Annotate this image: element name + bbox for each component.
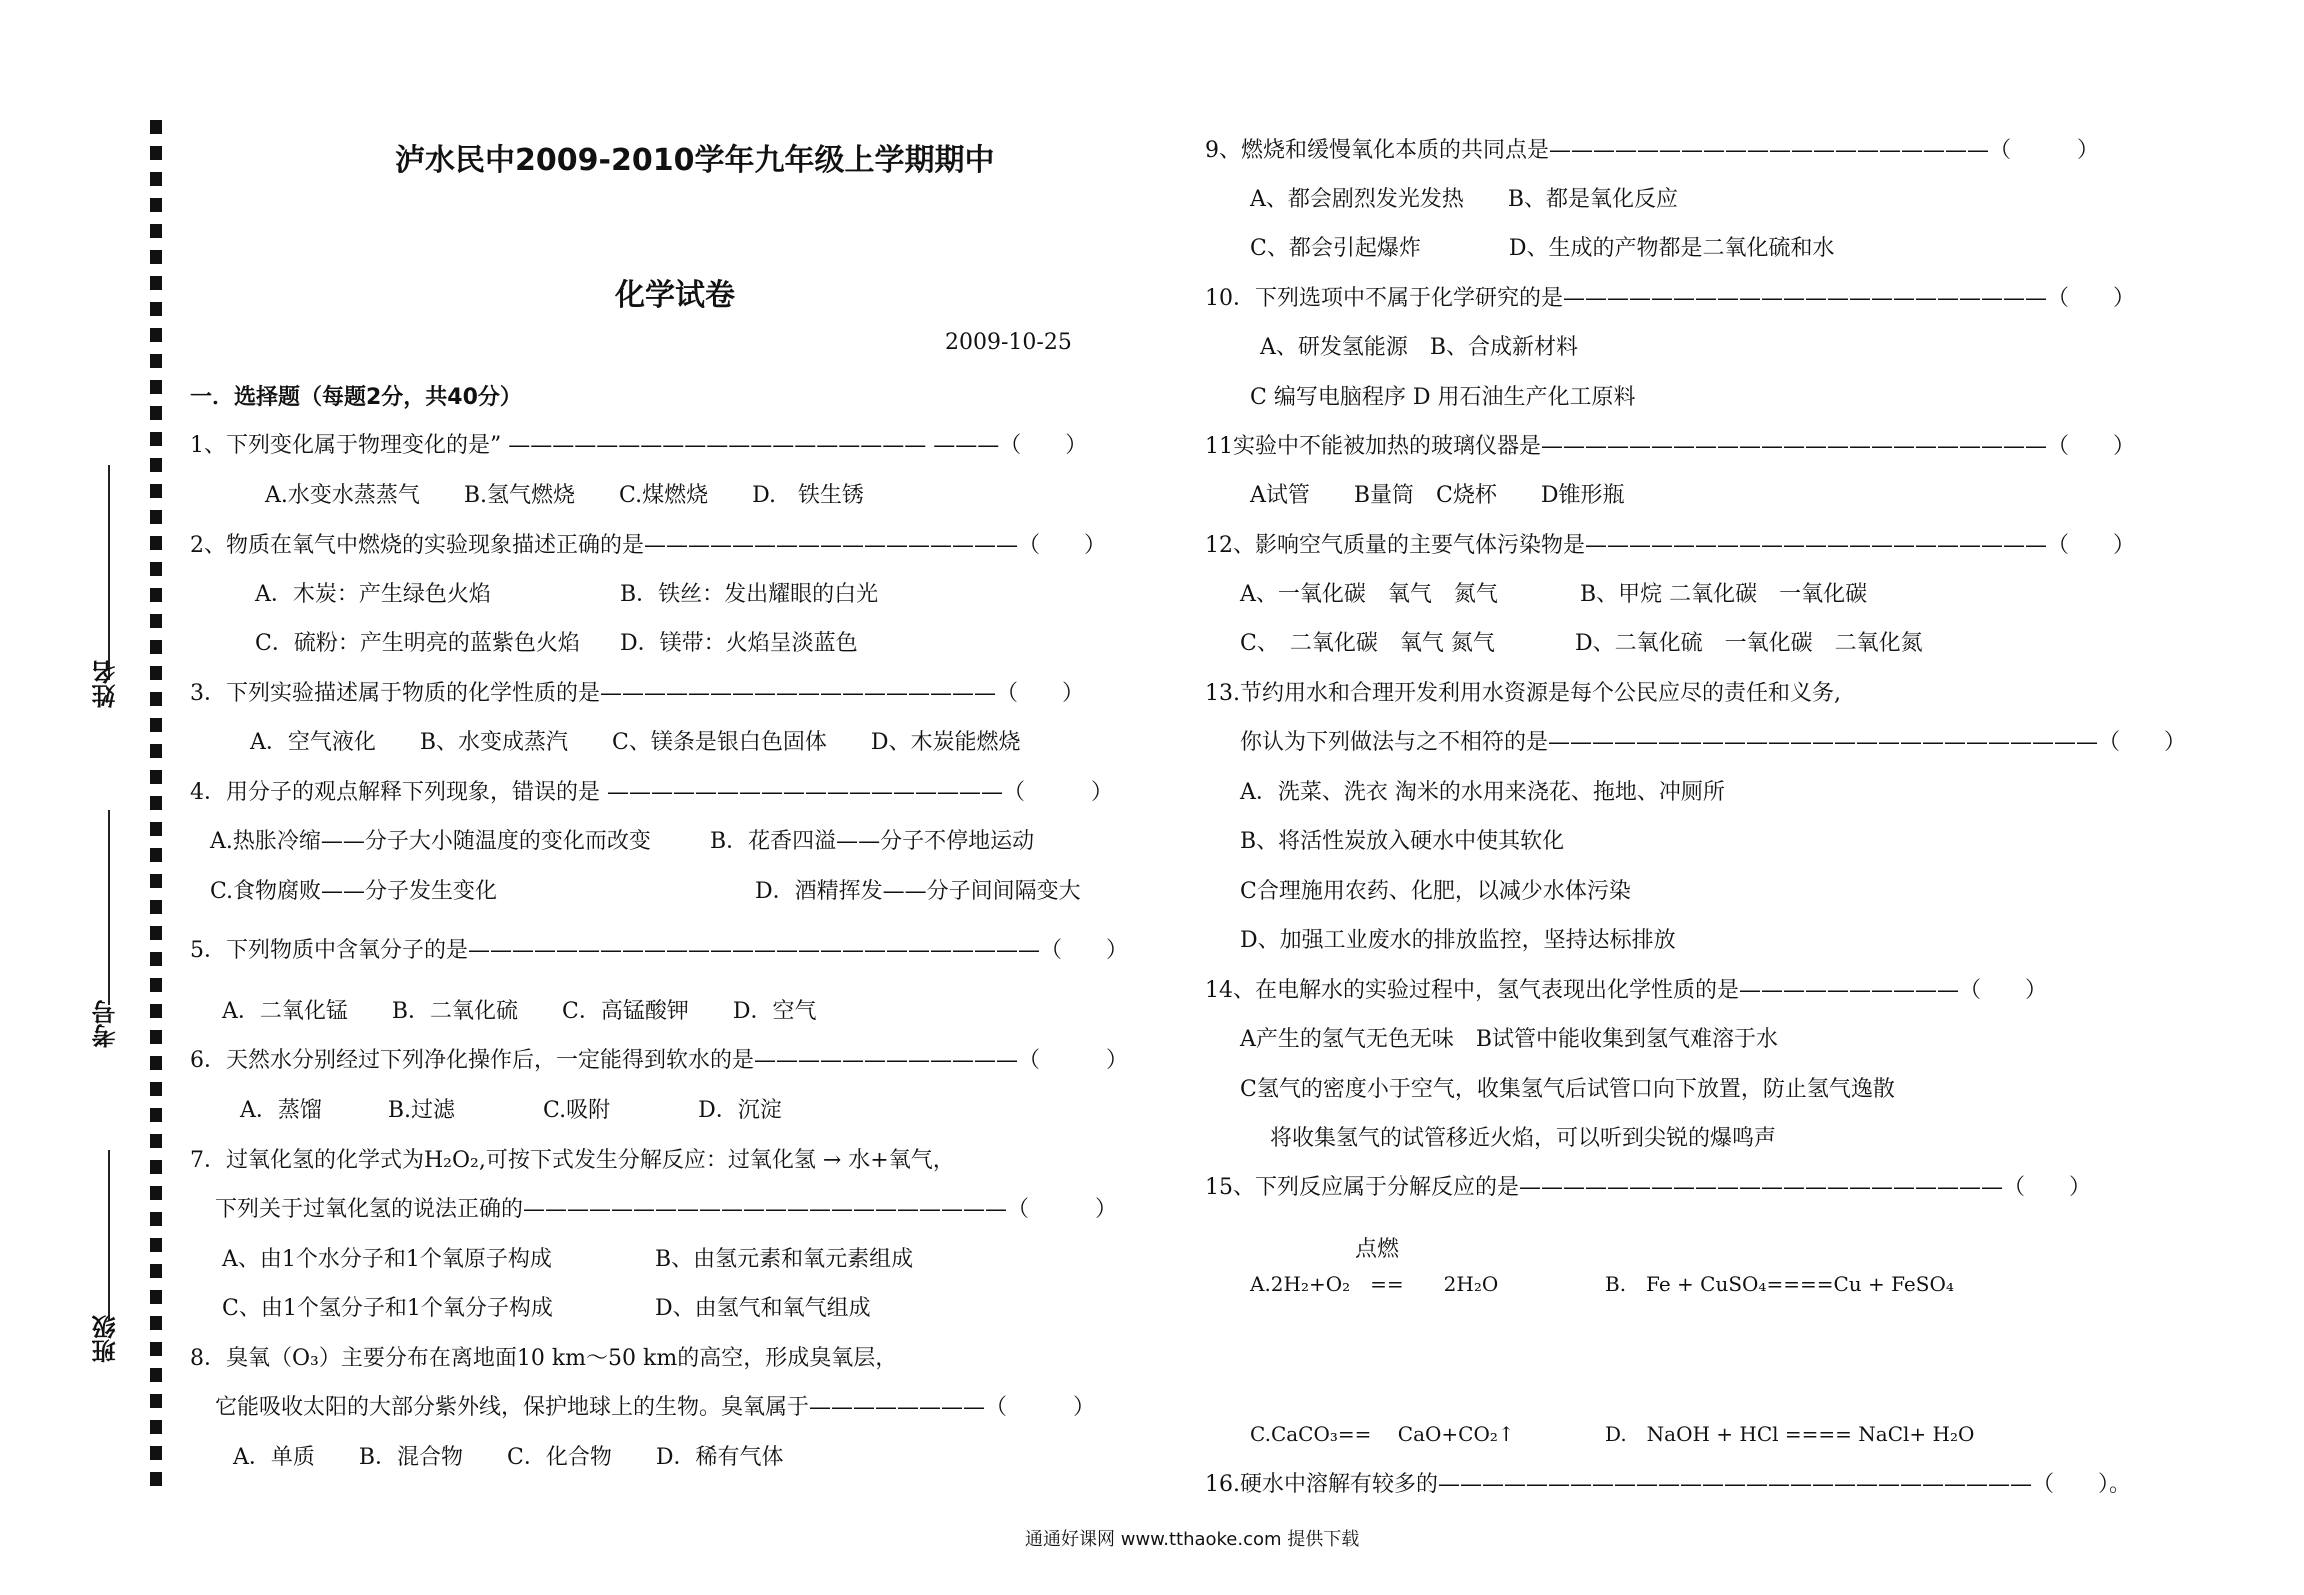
question-4-option-a: A.热胀冷缩——分子大小随温度的变化而改变 xyxy=(210,829,651,854)
class-label: 班级 xyxy=(92,1315,120,1363)
question-2-option-c: C．硫粉：产生明亮的蓝紫色火焰 xyxy=(255,631,580,656)
question-15-condition: 点燃 xyxy=(1355,1237,1400,1262)
question-15-option-c: C.CaCO₃== CaO+CO₂↑ xyxy=(1250,1422,1515,1446)
question-13-option-c: C合理施用农药、化肥，以减少水体污染 xyxy=(1240,879,1631,904)
section-heading: 一．选择题（每题2分，共40分） xyxy=(190,385,522,410)
exam-date: 2009-10-25 xyxy=(945,330,1072,355)
question-13: 13.节约用水和合理开发利用水资源是每个公民应尽的责任和义务, xyxy=(1205,681,1841,706)
question-2-option-b: B．铁丝：发出耀眼的白光 xyxy=(620,582,879,607)
exam-subtitle: 化学试卷 xyxy=(615,278,735,313)
question-1: 1、下列变化属于物理变化的是” ——————————————————— ———（ ） xyxy=(190,433,1088,458)
question-15-option-b: B. Fe + CuSO₄====Cu + FeSO₄ xyxy=(1605,1272,1954,1296)
question-9-options-cd: C、都会引起爆炸 D、生成的产物都是二氧化硫和水 xyxy=(1250,236,1835,261)
question-12-option-a: A、一氧化碳 氧气 氮气 xyxy=(1240,582,1498,607)
question-13-option-a: A．洗菜、洗衣 淘米的水用来浇花、拖地、冲厕所 xyxy=(1240,780,1725,805)
question-15-option-d: D. NaOH + HCl ==== NaCl+ H₂O xyxy=(1605,1422,1975,1446)
question-4: 4．用分子的观点解释下列现象，错误的是 ——————————————————（ ） xyxy=(190,780,1113,805)
question-12-option-c: C、 二氧化碳 氧气 氮气 xyxy=(1240,631,1495,656)
question-11: 11实验中不能被加热的玻璃仪器是———————————————————————（ ） xyxy=(1205,434,2135,459)
class-underline xyxy=(108,1150,110,1320)
question-5: 5．下列物质中含氧分子的是——————————————————————————（ ） xyxy=(190,938,1128,963)
question-9-options-ab: A、都会剧烈发光发热 B、都是氧化反应 xyxy=(1250,187,1679,212)
question-12-option-b: B、甲烷 二氧化碳 一氧化碳 xyxy=(1580,582,1868,607)
id-label: 考号 xyxy=(92,1000,120,1048)
question-14-options-ab: A产生的氢气无色无味 B试管中能收集到氢气难溶于水 xyxy=(1240,1027,1779,1052)
question-8: 8．臭氧（O₃）主要分布在离地面10 km～50 km的高空，形成臭氧层， xyxy=(190,1346,898,1371)
question-10-options-cd: C 编写电脑程序 D 用石油生产化工原料 xyxy=(1250,385,1636,410)
question-7-option-b: B、由氢元素和氧元素组成 xyxy=(655,1247,914,1272)
question-14-option-d: 将收集氢气的试管移近火焰，可以听到尖锐的爆鸣声 xyxy=(1270,1126,1777,1151)
question-7-option-c: C、由1个氢分子和1个氧分子构成 xyxy=(222,1296,553,1321)
binding-dashed-line xyxy=(150,120,162,1490)
id-underline xyxy=(108,810,110,1005)
question-4-option-b: B．花香四溢——分子不停地运动 xyxy=(710,829,1035,854)
question-2: 2、物质在氧气中燃烧的实验现象描述正确的是—————————————————（ ） xyxy=(190,533,1106,558)
question-15: 15、下列反应属于分解反应的是——————————————————————（ ） xyxy=(1205,1175,2091,1200)
question-15-option-a: A.2H₂+O₂ == 2H₂O xyxy=(1250,1272,1499,1296)
question-1-options: A.水变水蒸蒸气 B.氢气燃烧 C.煤燃烧 D. 铁生锈 xyxy=(265,483,864,508)
question-16: 16.硬水中溶解有较多的———————————————————————————（ ）。 xyxy=(1205,1472,2131,1497)
question-7-line2: 下列关于过氧化氢的说法正确的——————————————————————（ ） xyxy=(215,1197,1118,1222)
name-label: 姓名 xyxy=(92,660,120,708)
question-8-line2: 它能吸收太阳的大部分紫外线，保护地球上的生物。臭氧属于————————（ ） xyxy=(215,1395,1096,1420)
question-14: 14、在电解水的实验过程中，氢气表现出化学性质的是——————————（ ） xyxy=(1205,978,2047,1003)
question-14-option-c: C氢气的密度小于空气，收集氢气后试管口向下放置，防止氢气逸散 xyxy=(1240,1077,1895,1102)
page-footer: 通通好课网 www.tthaoke.com 提供下载 xyxy=(1025,1529,1360,1550)
question-9: 9、燃烧和缓慢氧化本质的共同点是————————————————————（ ） xyxy=(1205,138,2099,163)
question-7-option-d: D、由氢气和氧气组成 xyxy=(655,1296,871,1321)
question-12: 12、影响空气质量的主要气体污染物是—————————————————————（ ） xyxy=(1205,533,2135,558)
question-10: 10．下列选项中不属于化学研究的是——————————————————————（ ） xyxy=(1205,286,2135,311)
question-10-options-ab: A、研发氢能源 B、合成新材料 xyxy=(1260,335,1579,360)
question-13-line2: 你认为下列做法与之不相符的是—————————————————————————（ ） xyxy=(1240,730,2187,755)
question-6: 6．天然水分别经过下列净化操作后，一定能得到软水的是————————————（ ） xyxy=(190,1048,1128,1073)
question-3-options: A．空气液化 B、水变成蒸汽 C、镁条是银白色固体 D、木炭能燃烧 xyxy=(250,730,1021,755)
name-underline xyxy=(108,465,110,680)
question-6-options: A．蒸馏 B.过滤 C.吸附 D．沉淀 xyxy=(240,1098,782,1123)
question-12-option-d: D、二氧化硫 一氧化碳 二氧化氮 xyxy=(1575,631,1923,656)
exam-title: 泸水民中2009-2010学年九年级上学期期中 xyxy=(395,143,995,178)
question-2-option-d: D．镁带：火焰呈淡蓝色 xyxy=(620,631,858,656)
question-13-option-b: B、将活性炭放入硬水中使其软化 xyxy=(1240,829,1565,854)
question-2-option-a: A．木炭：产生绿色火焰 xyxy=(255,582,491,607)
question-4-option-c: C.食物腐败——分子发生变化 xyxy=(210,879,498,904)
question-4-option-d: D．酒精挥发——分子间间隔变大 xyxy=(755,879,1081,904)
question-7: 7．过氧化氢的化学式为H₂O₂,可按下式发生分解反应：过氧化氢 → 水+氧气， xyxy=(190,1148,955,1173)
question-3: 3．下列实验描述属于物质的化学性质的是——————————————————（ ） xyxy=(190,681,1084,706)
question-5-options: A．二氧化锰 B．二氧化硫 C．高锰酸钾 D．空气 xyxy=(222,999,817,1024)
question-13-option-d: D、加强工业废水的排放监控，坚持达标排放 xyxy=(1240,928,1676,953)
question-7-option-a: A、由1个水分子和1个氧原子构成 xyxy=(222,1247,552,1272)
question-11-options: A试管 B量筒 C烧杯 D锥形瓶 xyxy=(1250,483,1625,508)
question-8-options: A．单质 B．混合物 C．化合物 D．稀有气体 xyxy=(233,1445,784,1470)
